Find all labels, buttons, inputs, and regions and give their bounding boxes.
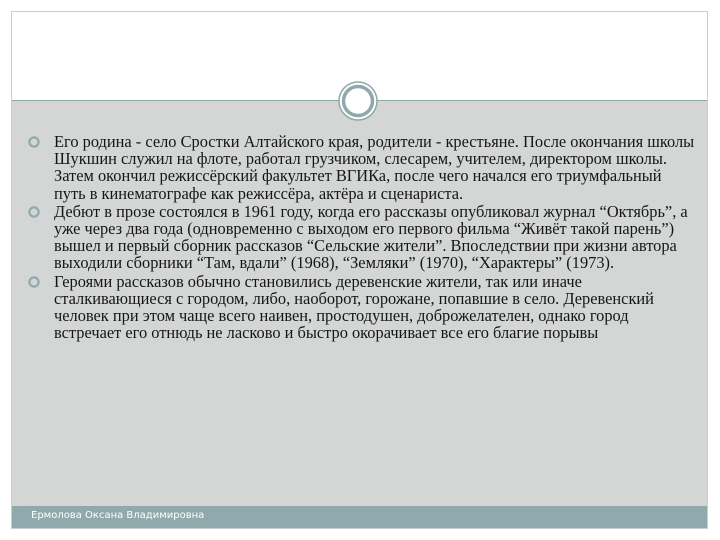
bullet-text: Его родина - село Сростки Алтайского края, родители - крестьяне. После окончания школы Шукшин служил на флоте, работал грузчиком, слесарем, учителем, директором школы. Затем окончил режиссёрский факультет ВГИКа, после чего начался его триумфальный путь в кинематографе как режиссёра, актёра и сценариста. xyxy=(54,132,695,203)
bullet-marker-icon xyxy=(28,136,40,148)
bullet-list xyxy=(27,133,697,342)
bullet-item-3 xyxy=(27,273,697,342)
slide xyxy=(11,11,708,529)
bullet-text: Героями рассказов обычно становились деревенские жители, так или иначе сталкивающиеся с городом, либо, наоборот, горожане, попавшие в село. Деревенский человек при этом чаще всего наивен, простодушен, доброжелателен, однако город встречает его отнюдь не ласково и быстро окорачивает все его благие порывы xyxy=(54,271,654,343)
circle-ornament-icon xyxy=(338,81,378,121)
bullet-marker-icon xyxy=(28,206,40,218)
footer-author: Ермолова Оксана Владимировна xyxy=(31,510,205,521)
bullet-text: Дебют в прозе состоялся в 1961 году, когда его рассказы опубликовал журнал “Октябрь”, а уже через два года (одновременно с выходом его первого фильма “Живёт такой парень”) вышел и первый сборник рассказов “Сельские жители”. Впоследствии при жизни автора выходили сборники “Там, вдали” (1968), “Земляки” (1970), “Характеры” (1973). xyxy=(54,201,688,273)
slide-footer xyxy=(12,506,707,528)
bullet-marker-icon xyxy=(28,276,40,288)
bullet-item-1 xyxy=(27,133,697,202)
bullet-item-2 xyxy=(27,203,697,272)
